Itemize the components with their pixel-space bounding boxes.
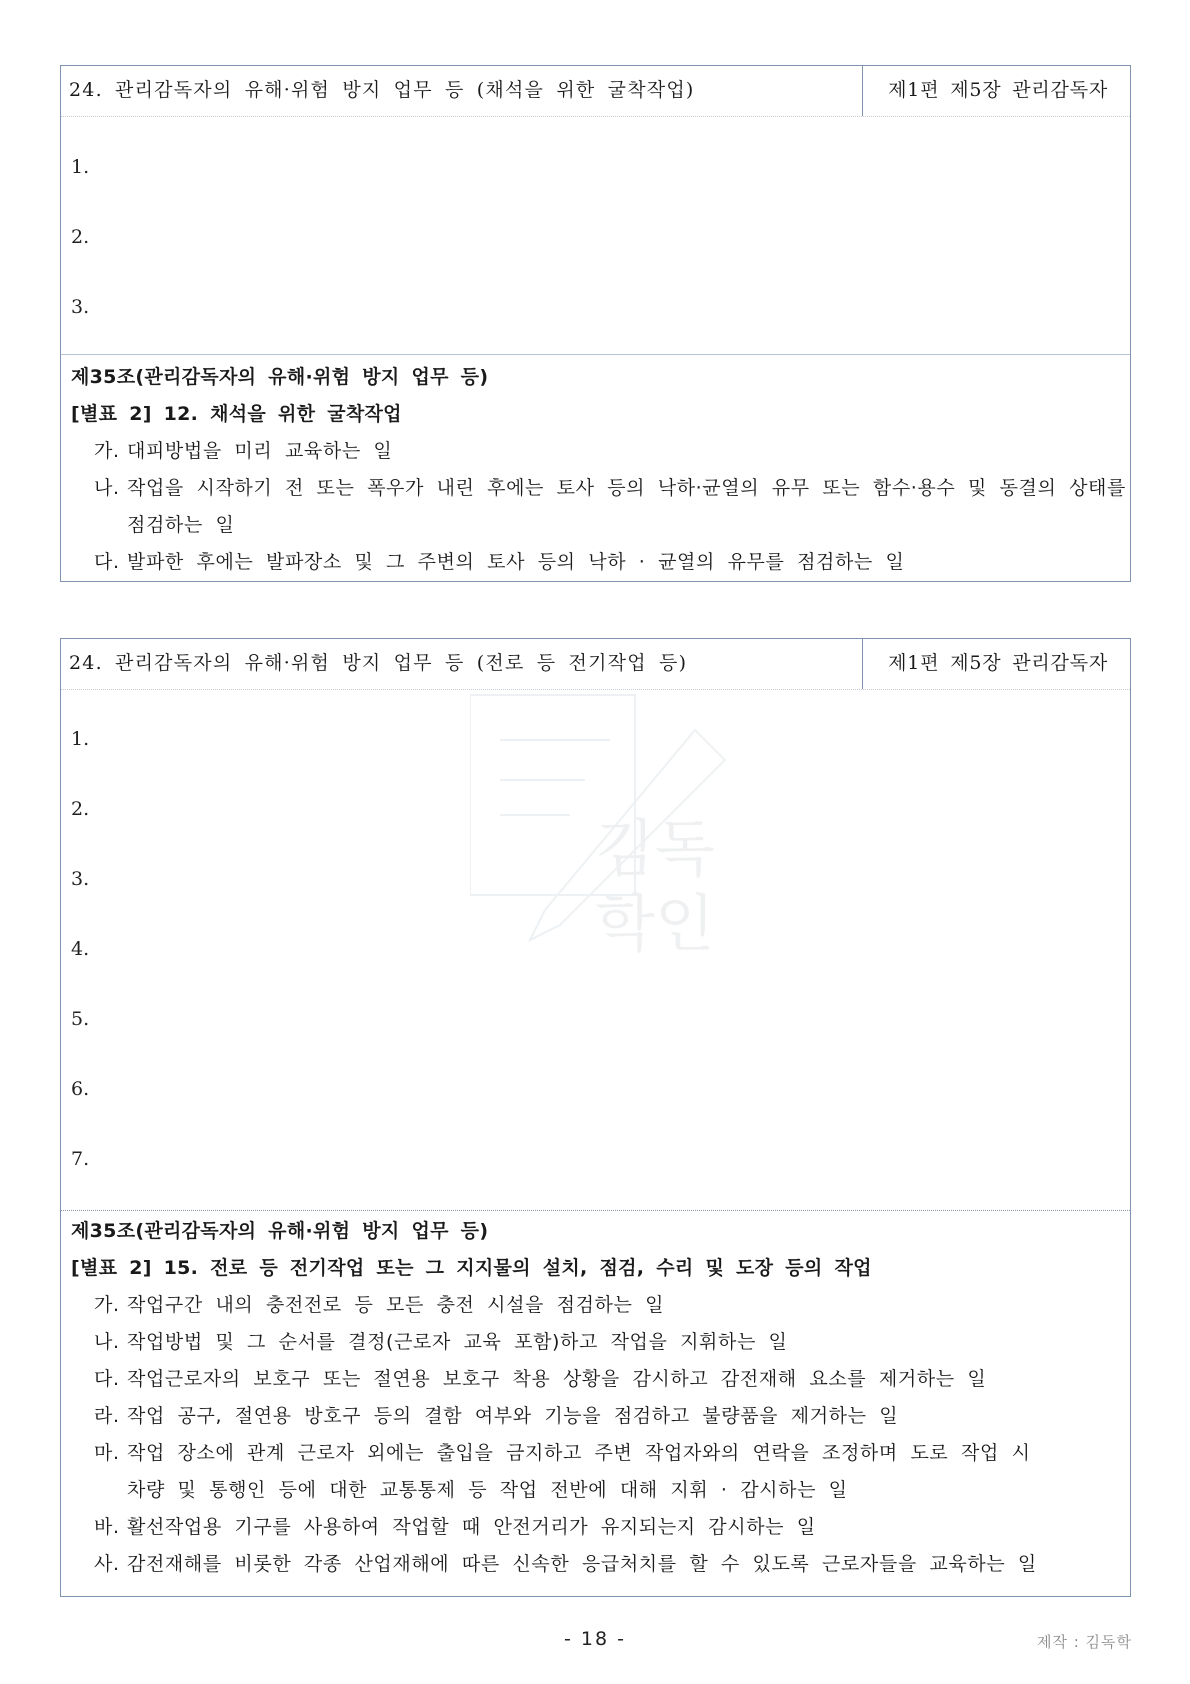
law-item	[71, 1324, 1120, 1361]
item-text: 작업방법 및 그 순서를 결정(근로자 교육 포함)하고 작업을 지휘하는 일	[127, 1331, 788, 1353]
blank-item-3: 3.	[71, 296, 90, 318]
blank-item-2: 2.	[71, 226, 90, 248]
blank-item-7: 7.	[71, 1148, 90, 1170]
section-header	[61, 639, 1130, 690]
item-text: 감전재해를 비롯한 각종 산업재해에 따른 신속한 응급처치를 할 수 있도록 근로자들을 교육하는 일	[127, 1553, 1037, 1575]
law-article: 제35조(관리감독자의 유해·위험 방지 업무 등)	[71, 1220, 489, 1242]
answer-blank-area	[61, 117, 1130, 355]
law-item-continuation: 점검하는 일	[127, 514, 235, 536]
section-title: 24. 관리감독자의 유해·위험 방지 업무 등 (전로 등 전기작업 등)	[61, 639, 863, 689]
section-chapter: 제1편 제5장 관리감독자	[888, 652, 1108, 674]
item-mark: 다.	[94, 551, 120, 573]
section-box-excavation	[60, 65, 1131, 582]
item-text: 작업 공구, 절연용 방호구 등의 결함 여부와 기능을 점검하고 불량품을 제거하는 일	[127, 1405, 899, 1427]
item-text: 활선작업용 기구를 사용하여 작업할 때 안전거리가 유지되는지 감시하는 일	[127, 1516, 816, 1538]
law-item	[71, 1435, 1120, 1472]
item-text: 작업 장소에 관계 근로자 외에는 출입을 금지하고 주변 작업자와의 연락을 조정하며 도로 작업 시	[127, 1442, 1031, 1464]
item-mark: 라.	[94, 1405, 120, 1427]
law-reference	[61, 1211, 1130, 1589]
blank-item-6: 6.	[71, 1078, 90, 1100]
blank-item-3: 3.	[71, 868, 90, 890]
law-item	[71, 1361, 1120, 1398]
law-item	[71, 544, 1120, 581]
item-text: 작업을 시작하기 전 또는 폭우가 내린 후에는 토사 등의 낙하·균열의 유무 또는 함수·용수 및 동결의 상태를	[127, 477, 1126, 499]
section-chapter: 제1편 제5장 관리감독자	[888, 79, 1108, 101]
section-header	[61, 66, 1130, 117]
item-mark: 가.	[94, 1294, 120, 1316]
item-mark: 사.	[94, 1553, 120, 1575]
item-mark: 마.	[94, 1442, 120, 1464]
blank-item-5: 5.	[71, 1008, 90, 1030]
item-mark: 나.	[94, 1331, 120, 1353]
blank-item-1: 1.	[71, 156, 90, 178]
footer-credit: 제작 : 김독학	[1036, 1633, 1132, 1651]
blank-item-4: 4.	[71, 938, 90, 960]
blank-item-2: 2.	[71, 798, 90, 820]
law-table-ref: [별표 2] 12. 채석을 위한 굴착작업	[71, 403, 402, 425]
section-title: 24. 관리감독자의 유해·위험 방지 업무 등 (채석을 위한 굴착작업)	[61, 66, 863, 116]
item-mark: 가.	[94, 440, 120, 462]
law-article: 제35조(관리감독자의 유해·위험 방지 업무 등)	[71, 366, 489, 388]
law-item	[71, 1546, 1120, 1583]
item-text: 대피방법을 미리 교육하는 일	[127, 440, 393, 462]
law-item	[71, 1509, 1120, 1546]
item-text: 발파한 후에는 발파장소 및 그 주변의 토사 등의 낙하 · 균열의 유무를 점검하는 일	[127, 551, 905, 573]
item-mark: 바.	[94, 1516, 120, 1538]
watermark-line2: 학인	[595, 887, 715, 960]
item-text: 작업근로자의 보호구 또는 절연용 보호구 착용 상황을 감시하고 감전재해 요소를 제거하는 일	[127, 1368, 987, 1390]
law-item	[71, 1287, 1120, 1324]
page-number: - 18 -	[564, 1628, 626, 1650]
answer-blank-area	[61, 690, 1130, 1211]
law-item	[71, 433, 1120, 470]
law-table-ref: [별표 2] 15. 전로 등 전기작업 또는 그 지지물의 설치, 점검, 수리 및 도장 등의 작업	[71, 1257, 872, 1279]
item-text: 작업구간 내의 충전전로 등 모든 충전 시설을 점검하는 일	[127, 1294, 665, 1316]
law-item-continuation: 차량 및 통행인 등에 대한 교통통제 등 작업 전반에 대해 지휘 · 감시하는 일	[127, 1479, 848, 1501]
watermark-line1: 김독	[595, 812, 715, 885]
law-reference	[61, 355, 1130, 587]
law-item	[71, 1398, 1120, 1435]
blank-item-1: 1.	[71, 728, 90, 750]
item-mark: 나.	[94, 477, 120, 499]
item-mark: 다.	[94, 1368, 120, 1390]
section-box-electrical	[60, 638, 1131, 1597]
law-item	[71, 470, 1126, 507]
